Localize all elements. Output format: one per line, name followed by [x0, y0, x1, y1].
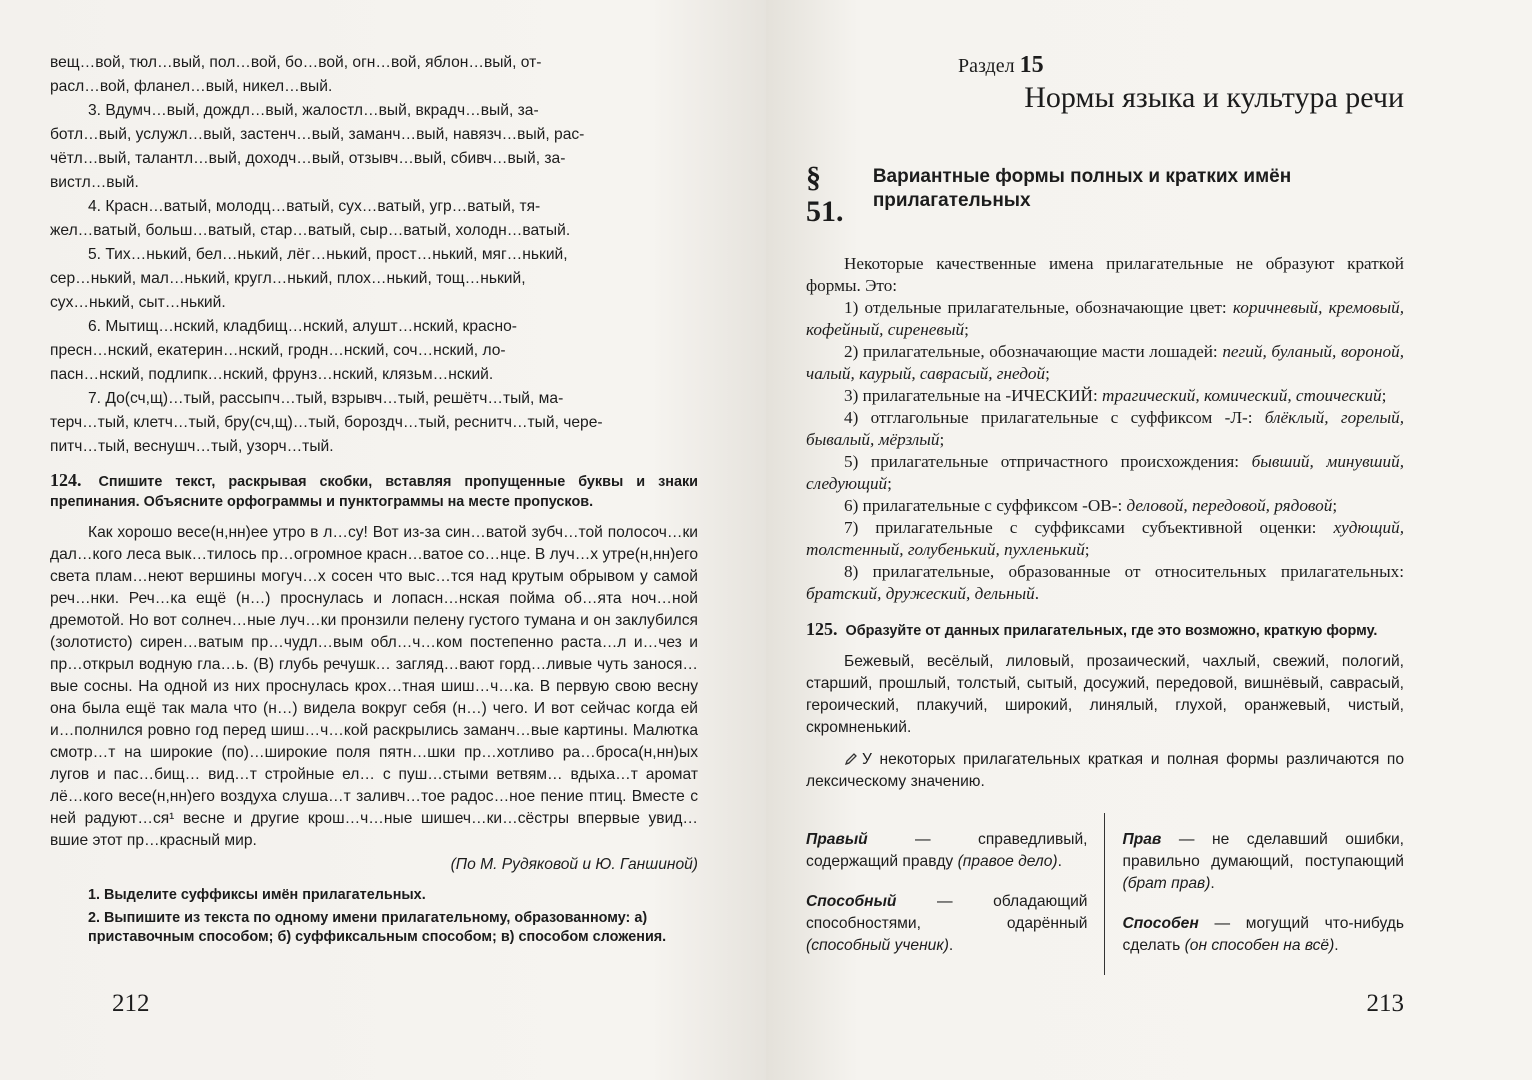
task-instruction: Спишите текст, раскрывая скобки, вставляя пропущенные буквы и знаки препинания. Объясните орфограммы и пунктограммы на месте пропусков.	[50, 474, 698, 510]
note	[806, 749, 1404, 793]
note-text: У некоторых прилагательных краткая и полная формы различаются по лексическому значению.	[806, 751, 1404, 790]
rule-item-lead: 1) отдельные прилагательные, обозначающие цвет:	[844, 298, 1233, 317]
definition-end: .	[1210, 874, 1215, 892]
rule-item-examples: трагический, комический, стоический	[1102, 386, 1382, 405]
paragraph-title: Вариантные формы полных и кратких имён прилагательных	[872, 166, 1292, 211]
word-line: расл…вой, фланел…вый, никел…вый.	[50, 78, 333, 95]
page-number: 212	[112, 990, 150, 1017]
task-instruction: Образуйте от данных прилагательных, где это возможно, краткую форму.	[845, 623, 1378, 639]
definition-item	[1123, 913, 1405, 957]
rule-items	[806, 297, 1404, 605]
paragraph-sign: § 51.	[806, 161, 844, 228]
rule-item	[806, 495, 1404, 517]
rule-item	[806, 517, 1404, 561]
word-line: 6. Мытищ…нский, кладбищ…нский, алушт…нский, красно-	[88, 318, 517, 335]
section-label-text: Раздел	[958, 55, 1015, 77]
definitions-table	[806, 813, 1404, 975]
rule-item	[806, 341, 1404, 385]
rule-item-end: ;	[1332, 496, 1338, 515]
rule-item-examples: блёклый, горелый, бывалый, мёрзлый	[806, 408, 1404, 449]
word-line: питч…тый, веснушч…тый, узорч…тый.	[50, 438, 334, 455]
word-line: чётл…вый, талантл…вый, доходч…вый, отзывч…вый, сбивч…вый, за-	[50, 150, 566, 167]
rule-item-lead: 8) прилагательные, образованные от относительных прилагательных:	[844, 562, 1404, 581]
word-line: 5. Тих…нький, бел…нький, лёг…нький, прост…нький, мяг…нький,	[88, 246, 568, 263]
paragraph-heading	[806, 161, 1404, 229]
task-124-heading	[50, 470, 698, 512]
word-line: 4. Красн…ватый, молодц…ватый, сух…ватый, угр…ватый, тя-	[88, 198, 541, 215]
rule-item-end: ;	[1381, 386, 1387, 405]
rule-item-lead: 7) прилагательные с суффиксами субъективной оценки:	[844, 518, 1334, 537]
rule-item-end: ;	[1045, 364, 1050, 383]
word-line: вещ…вой, тюл…вый, пол…вой, бо…вой, огн…вой, яблон…вый, от-	[50, 54, 542, 71]
rule-item-end: .	[1034, 584, 1040, 603]
word-line: терч…тый, клетч…тый, бру(сч,щ)…тый, бороздч…тый, реснитч…тый, чере-	[50, 414, 603, 431]
word-line: вистл…вый.	[50, 174, 139, 191]
task-125-text: Бежевый, весёлый, лиловый, прозаический, чахлый, свежий, пологий, старший, прошлый, толстый, сытый, досужий, передовой, вишнёвый, саврасый, героический, плакучий, широкий, линялый, глухой, оранжевый, чистый, скромненький.	[806, 653, 1404, 736]
definition-meaning: — могущий что-нибудь сделать	[1122, 914, 1404, 954]
section-label	[958, 52, 1404, 79]
definitions-left-column	[806, 813, 1105, 975]
definition-meaning: — обладающий способностями, одарённый	[806, 892, 1088, 932]
definition-term: Способен	[1122, 914, 1199, 932]
question-2: 2. Выпишите из текста по одному имени прилагательному, образованному: а) приставочным способом; б) суффиксальным способом; в) способом сложения.	[88, 910, 667, 945]
task-125-heading	[806, 619, 1404, 641]
section-title: Нормы языка и культура речи	[1024, 81, 1404, 114]
word-line: сух…нький, сыт…нький.	[50, 294, 226, 311]
definitions-right-column	[1105, 813, 1405, 975]
rule-item-examples: бывший, минувший, следующий	[806, 452, 1404, 493]
rule-item-lead: 4) отглагольные прилагательные с суффиксом -Л-:	[844, 408, 1265, 427]
definition-meaning: — справедливый, содержащий правду	[806, 830, 1088, 870]
task-124-text: Как хорошо весе(н,нн)ее утро в л…су! Вот из-за син…ватой зубч…той полосоч…ки дал…кого леса вык…тилось пр…огромное красн…ватое со…нце. В луч…х утре(н,нн)его света плам…неют вершины могуч…х сосен что выс…тся над крутым обрывом у самой реч…нки. Реч…ка ещё (н…) проснулась и лопасн…нская пойма об…ята ноч…ной дремотой. Но вот солнеч…ные луч…ки пронзили пелену густого тумана и он заклубился (золотисто) сирен…ватым пр…чудл…вым обл…ч…ком постепенно раста…л и…чез и пр…открыл водную гла…ь. (В) глубь речушк… загляд…вают горд…ливые чуть занося…вые сосны. На одной из них проснулась крох…тная шиш…ч…ка. В первую свою весну она была ещё так мала что (н…) видела вокруг себя (н…) чего. И вот сейчас когда ей и…полнился ровно год перед шиш…ч…кой раскрылись заманч…вые картины. Малютка смотр…т на широкие (по)…широкие поля пятн…шки пр…хотливо ра…броса(н,нн)ых лугов и пас…бищ… вид…т стройные ел… с пуш…стыми ветвям… вдыха…т аромат лё…кого весе(н,нн)его воздуха слуша…т заливч…тое радос…ное пение птиц. Вместе с ней радуют…ся¹ весне и другие крош…ч…ные шишеч…ки…сёстры впервые увид…вшие этот пр…красный мир.	[50, 524, 698, 849]
word-line: сер…нький, мал…нький, кругл…нький, плох…нький, тощ…нький,	[50, 270, 526, 287]
definition-end: .	[948, 936, 954, 954]
rule-item-lead: 5) прилагательные отпричастного происхождения:	[844, 452, 1252, 471]
page-number: 213	[1366, 990, 1404, 1017]
rule-item-examples: коричневый, кремовый, кофейный, сиреневый	[806, 298, 1404, 339]
word-line: 7. До(сч,щ)…тый, рассыпч…тый, взрывч…тый, решётч…тый, ма-	[88, 390, 564, 407]
definition-meaning: — не сделавший ошибки, правильно думающий, поступающий	[1122, 830, 1404, 870]
question-1: 1. Выделите суффиксы имён прилагательных.	[88, 887, 426, 903]
rule-item-lead: 2) прилагательные, обозначающие масти лошадей:	[844, 342, 1223, 361]
rule-item-examples: худющий, толстенный, голубенький, пухленький	[806, 518, 1404, 559]
definition-item	[1123, 829, 1405, 895]
rule-item	[806, 407, 1404, 451]
text-source: (По М. Рудяковой и Ю. Ганшиной)	[450, 856, 698, 873]
task-number: 125.	[806, 619, 838, 639]
rule-item-end: ;	[964, 320, 969, 339]
definition-example: (способный ученик)	[806, 936, 949, 954]
rule-item	[806, 451, 1404, 495]
rule-item-end: ;	[887, 474, 892, 493]
word-line: 3. Вдумч…вый, дождл…вый, жалостл…вый, вкрадч…вый, за-	[88, 102, 539, 119]
pencil-icon	[844, 752, 858, 766]
rule-item	[806, 385, 1404, 407]
rule-item-lead: 6) прилагательные с суффиксом -ОВ-:	[844, 496, 1127, 515]
section-number: 15	[1019, 52, 1044, 78]
word-line: ботл…вый, услужл…вый, застенч…вый, заманч…вый, навязч…вый, рас-	[50, 126, 585, 143]
rule-intro: Некоторые качественные имена прилагательные не образуют краткой формы. Это:	[806, 254, 1404, 295]
rule-item-examples: братский, дружеский, дельный	[806, 584, 1035, 603]
rule-text	[806, 253, 1404, 605]
definition-example: (правое дело)	[957, 852, 1058, 870]
definition-term: Прав	[1122, 830, 1162, 848]
word-list	[50, 52, 698, 458]
rule-item-examples: деловой, передовой, рядовой	[1126, 496, 1333, 515]
word-line: пасн…нский, подлипк…нский, фрунз…нский, клязьм…нский.	[50, 366, 494, 383]
definition-end: .	[1057, 852, 1062, 870]
definition-example: (брат прав)	[1122, 874, 1211, 892]
definition-term: Правый	[806, 830, 868, 848]
rule-item-end: ;	[939, 430, 945, 449]
word-line: пресн…нский, екатерин…нский, гродн…нский, соч…нский, ло-	[50, 342, 506, 359]
rule-item	[806, 561, 1404, 605]
definition-item	[806, 829, 1088, 873]
word-line: жел…ватый, больш…ватый, стар…ватый, сыр…ватый, холодн…ватый.	[50, 222, 571, 239]
rule-item-lead: 3) прилагательные на -ИЧЕСКИЙ:	[844, 386, 1103, 405]
definition-term: Способный	[806, 892, 897, 910]
right-page	[766, 0, 1532, 1080]
rule-item	[806, 297, 1404, 341]
rule-item-end: ;	[1084, 540, 1090, 559]
task-number: 124.	[50, 470, 82, 490]
definition-example: (он способен на всё)	[1184, 936, 1335, 954]
definition-end: .	[1334, 936, 1339, 954]
rule-item-examples: пегий, буланый, вороной, чалый, каурый, саврасый, гнедой	[806, 342, 1404, 383]
definition-item	[806, 891, 1088, 957]
